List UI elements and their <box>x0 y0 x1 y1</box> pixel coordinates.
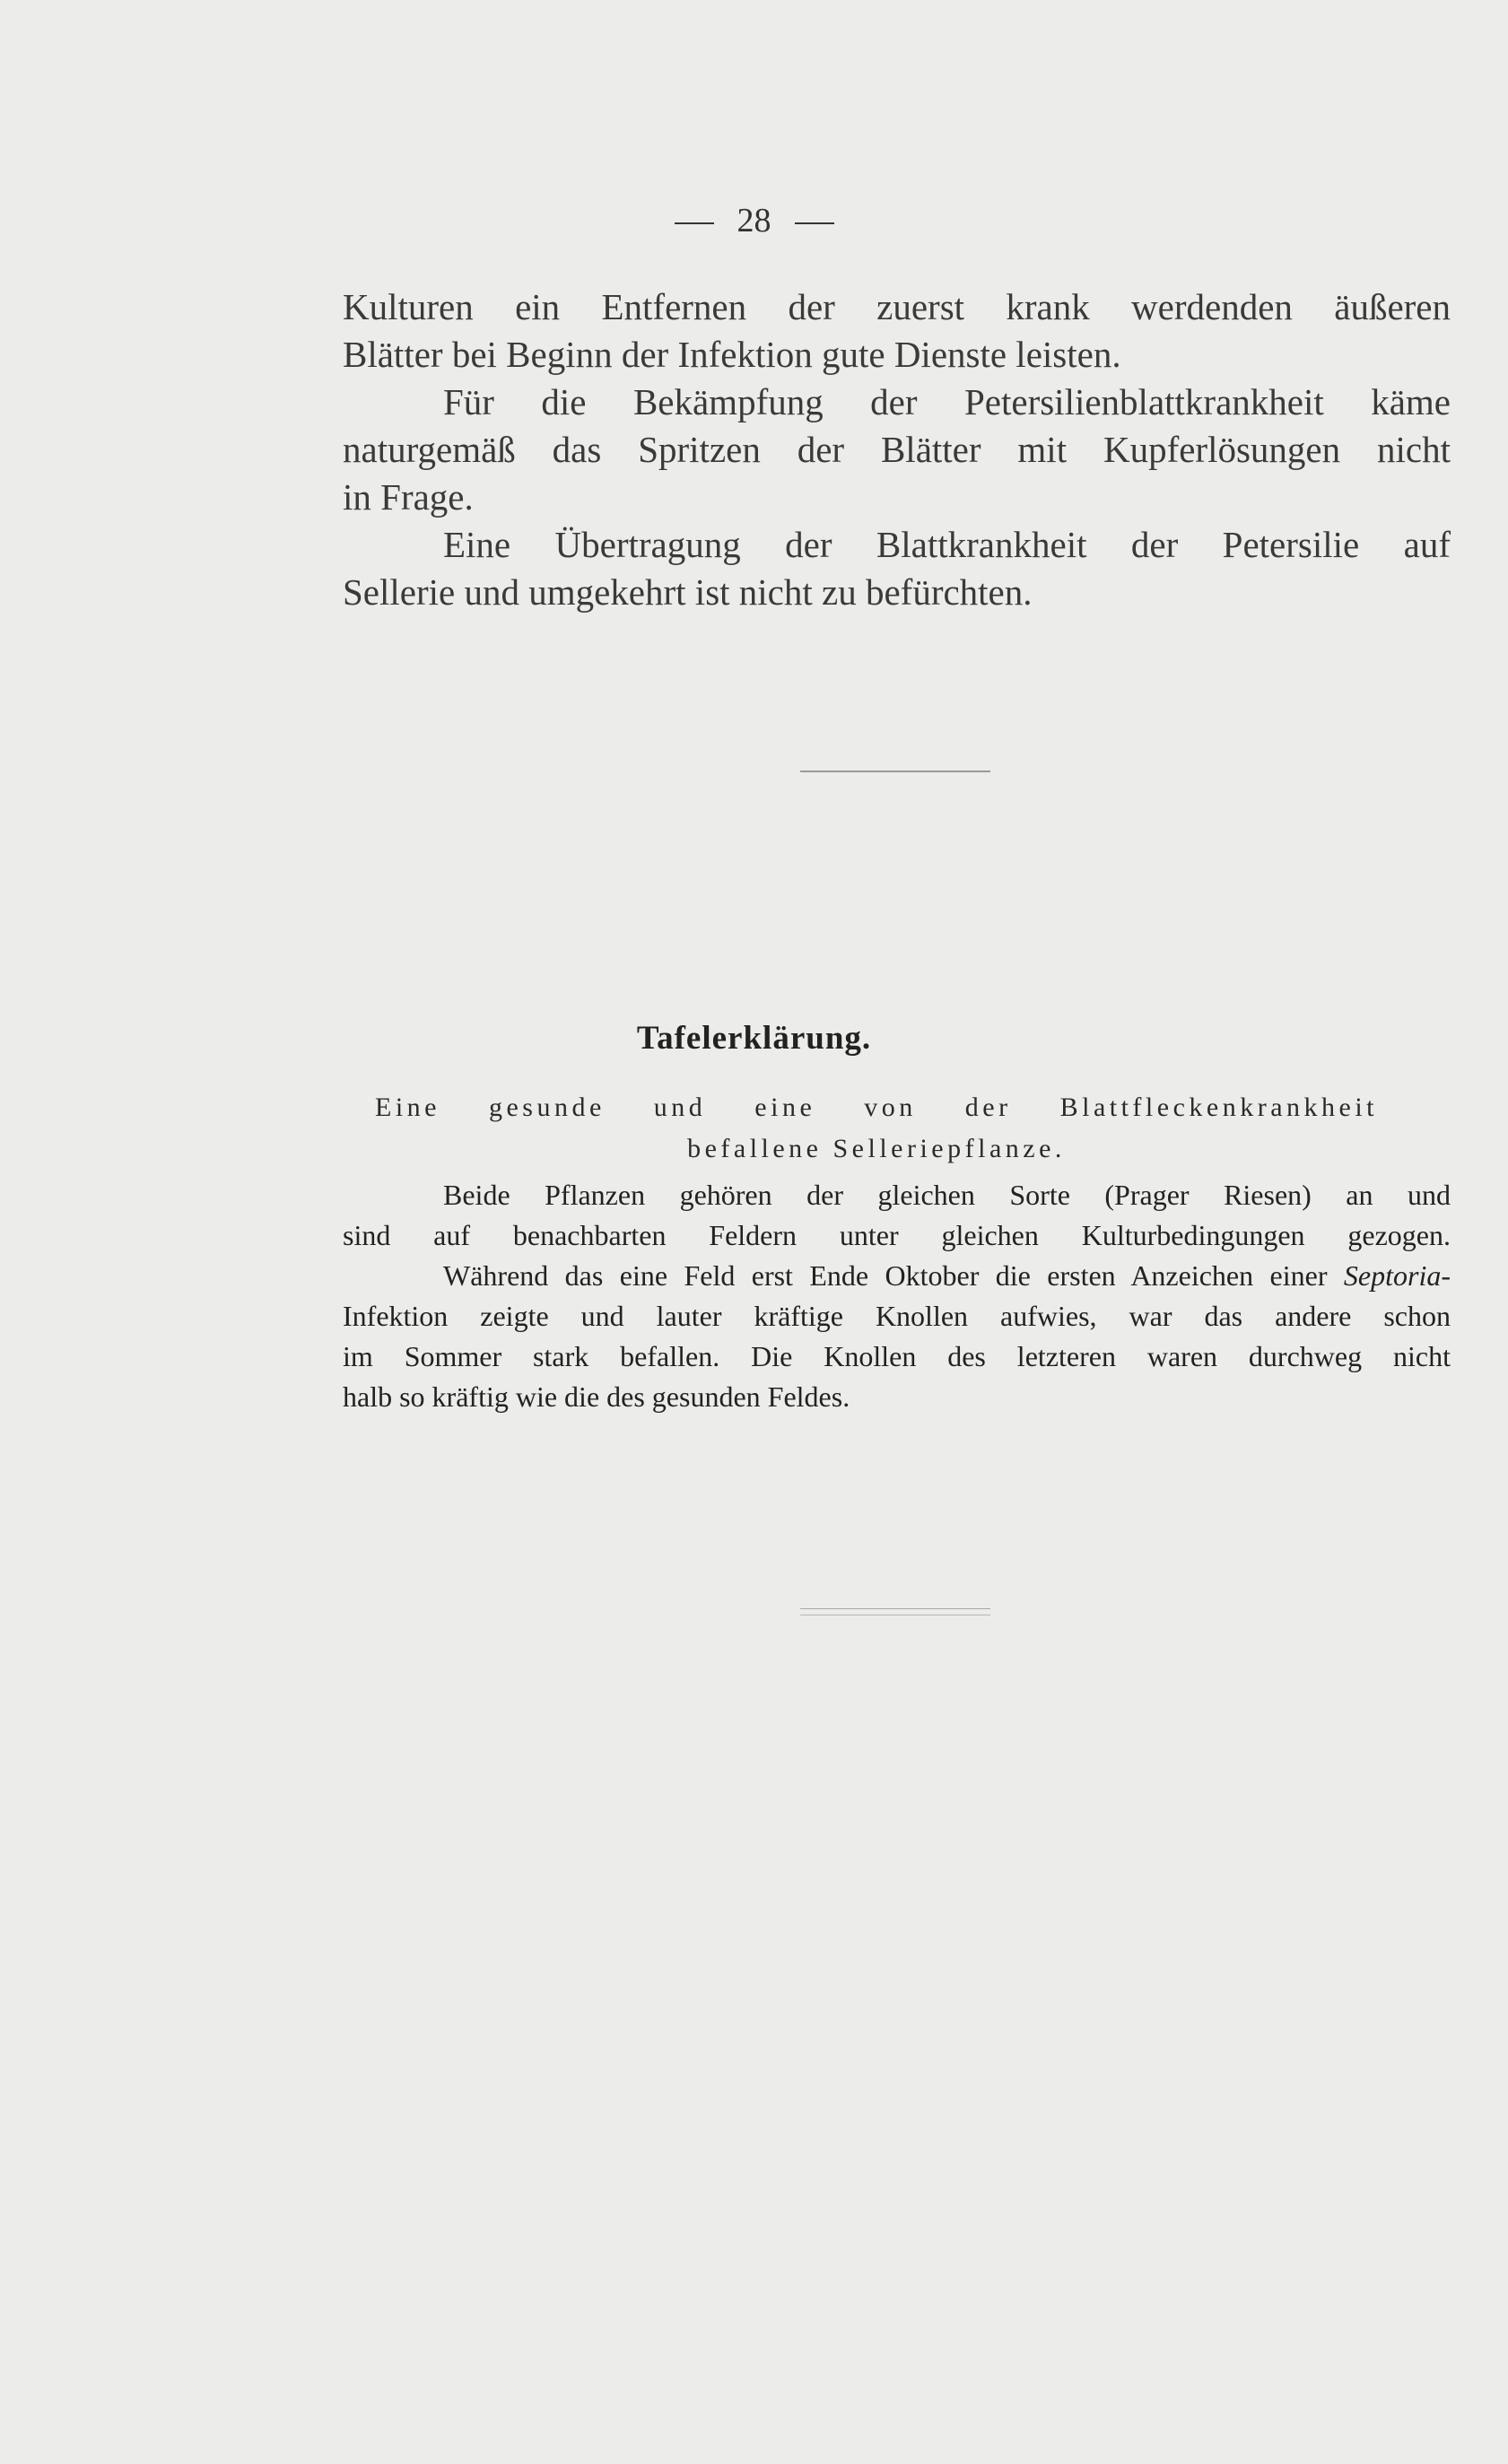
caption-line: Beide Pflanzen gehören der gleichen Sorte (Prager Riesen) an und <box>443 1179 1451 1211</box>
main-text <box>343 283 1451 616</box>
text-line: Eine Übertragung der Blattkrankheit der Petersilie auf <box>443 524 1451 565</box>
page-number-dash-right <box>795 222 834 224</box>
caption-subtitle-line: befallene Selleriepflanze. <box>687 1134 1066 1163</box>
end-divider <box>800 1608 990 1609</box>
page-number <box>0 201 1508 240</box>
text-line: Kulturen ein Entfernen der zuerst krank werdenden äußeren <box>343 286 1451 327</box>
page-number-dash-left <box>675 222 714 224</box>
text-line: Blätter bei Beginn der Infektion gute Dienste leisten. <box>343 334 1121 375</box>
section-divider <box>800 771 990 772</box>
caption-line <box>343 1256 1451 1296</box>
text-line: in Frage. <box>343 476 474 518</box>
text-line: naturgemäß das Spritzen der Blätter mit Kupferlösungen nicht <box>343 429 1451 470</box>
page-number-value: 28 <box>737 202 771 239</box>
caption-line: im Sommer stark befallen. Die Knollen des letzteren waren durchweg nicht <box>343 1340 1451 1372</box>
caption-italic-term: Septoria- <box>1343 1259 1451 1292</box>
caption-line: halb so kräftig wie die des gesunden Feldes. <box>343 1380 850 1413</box>
text-line: Sellerie und umgekehrt ist nicht zu befürchten. <box>343 571 1033 613</box>
caption-subtitle-line: Eine gesunde und eine von der Blattfleckenkrankheit <box>375 1093 1378 1122</box>
text-line: Für die Bekämpfung der Petersilienblattkrankheit käme <box>443 381 1451 422</box>
caption-line: Infektion zeigte und lauter kräftige Knollen aufwies, war das andere schon <box>343 1300 1451 1332</box>
caption-line-text: Während das eine Feld erst Ende Oktober die ersten Anzeichen einer <box>443 1259 1328 1292</box>
caption-body <box>343 1175 1451 1417</box>
caption-title: Tafelerklärung. <box>636 1020 872 1057</box>
caption-subtitle <box>375 1087 1378 1170</box>
caption-line: sind auf benachbarten Feldern unter gleichen Kulturbedingungen gezogen. <box>343 1219 1451 1251</box>
